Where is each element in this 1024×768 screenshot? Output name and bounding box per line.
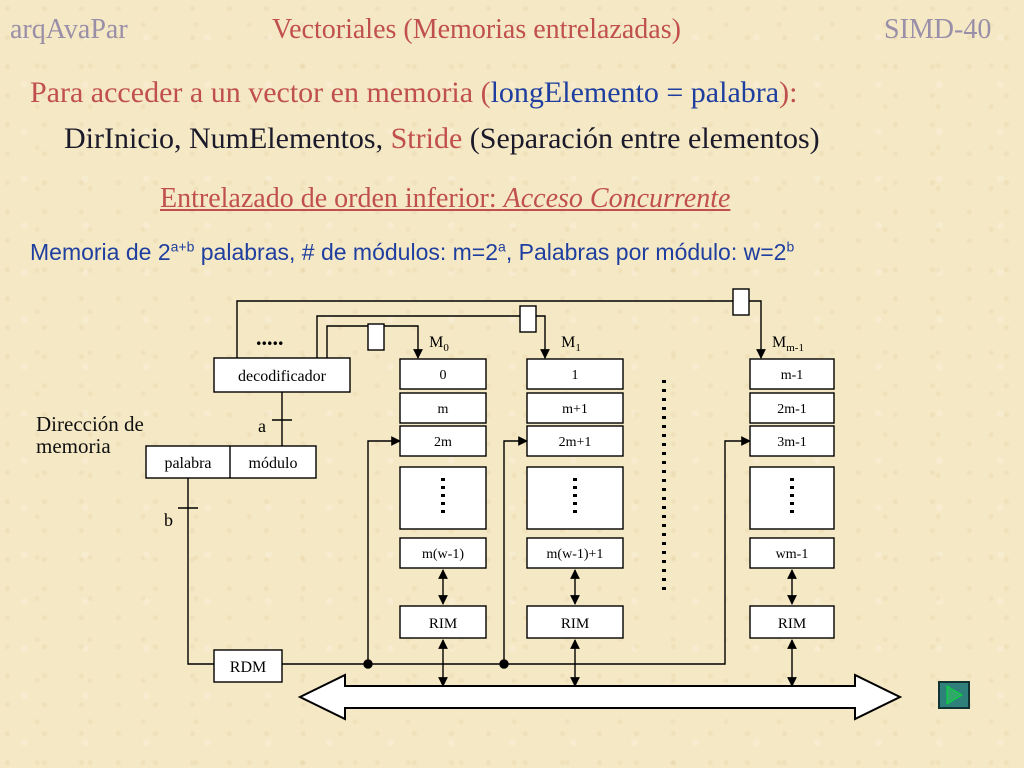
b-label: b	[164, 510, 173, 530]
memory-cell-label: 1	[571, 368, 579, 383]
a-label: a	[258, 416, 266, 436]
memory-cell-label: m+1	[562, 402, 588, 417]
access-line: Para acceder a un vector en memoria (longElemento = palabra):	[30, 76, 798, 109]
memory-cell-label: m(w-1)+1	[546, 547, 604, 562]
memory-cell-gap	[750, 467, 834, 529]
memory-cell-label: 2m+1	[558, 435, 592, 450]
interleave-heading: Entrelazado de orden inferior: Acceso Concurrente	[160, 183, 731, 214]
memory-cell-label: m(w-1)	[422, 547, 464, 562]
memory-cell-label: 2m	[434, 435, 452, 450]
module-field: módulo	[248, 455, 298, 472]
rim-label: RIM	[777, 616, 807, 632]
slide-number: SIMD-40	[884, 14, 992, 45]
address-label: Dirección de memoria	[36, 412, 144, 458]
rdm-label: RDM	[229, 659, 267, 676]
play-icon[interactable]	[938, 681, 970, 709]
memory-cell-label: 3m-1	[777, 435, 807, 450]
address-bus	[282, 441, 750, 668]
memory-modules	[400, 334, 834, 686]
course-label: arqAvaPar	[10, 14, 128, 45]
data-bus	[300, 675, 900, 719]
rim-label: RIM	[428, 616, 458, 632]
memory-cell-label: wm-1	[775, 547, 809, 562]
parameters-line: DirInicio, NumElementos, Stride (Separación entre elementos)	[64, 122, 820, 155]
memory-cell-label: 0	[439, 368, 447, 383]
select-line-gates	[368, 289, 749, 350]
memory-cell-label: m-1	[780, 368, 804, 383]
memory-cell-label: m	[437, 402, 449, 417]
decoder-label: decodificador	[238, 368, 326, 385]
memory-cell-gap	[527, 467, 623, 529]
decoder-ellipsis: .....	[256, 325, 284, 350]
memory-cell-label: 2m-1	[777, 402, 807, 417]
rim-label: RIM	[560, 616, 590, 632]
memory-cell-gap	[400, 467, 486, 529]
memory-size-line: Memoria de $2^{a+b}$ palabras, # de módulos: $m=2^a$, Palabras por módulo: $w=2^b$	[30, 238, 795, 265]
module-name: $M_1$	[561, 334, 581, 354]
b-line	[188, 478, 214, 664]
decoder-select-lines	[237, 301, 761, 358]
word-field: palabra	[164, 455, 212, 472]
module-name: $M_0$	[429, 334, 449, 354]
slide-title: Vectoriales (Memorias entrelazadas)	[272, 14, 681, 45]
module-name: $M_{m-1}$	[772, 334, 804, 354]
